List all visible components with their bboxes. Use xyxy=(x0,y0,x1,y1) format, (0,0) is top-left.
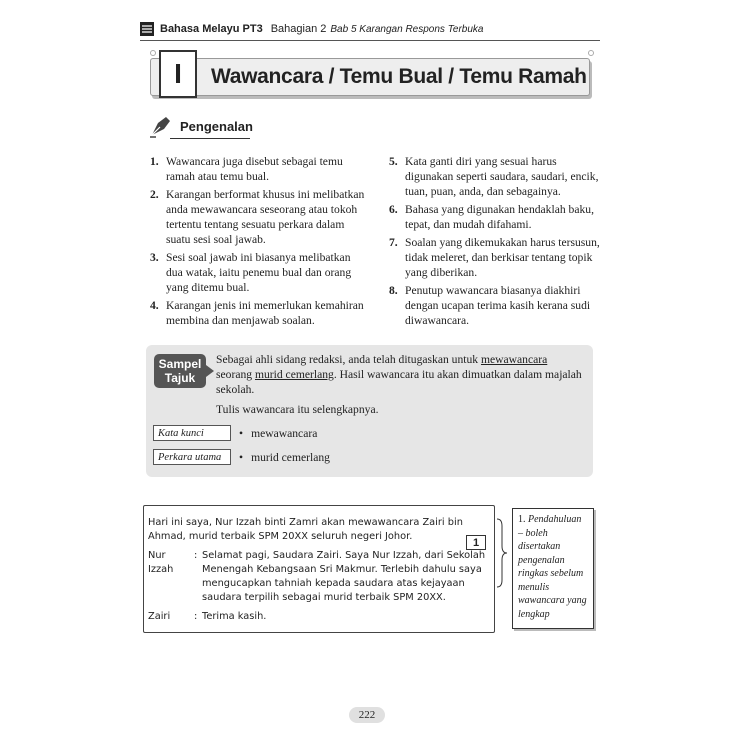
interview-text xyxy=(148,516,492,629)
list-item: 4. Karangan jenis ini memerlukan kemahiran membina dan menjawab soalan. xyxy=(150,299,364,327)
list-item: 7. Soalan yang dikemukakan harus tersusun, tidak meleret, dan berkisar tentang topik yang diberikan. xyxy=(389,236,600,279)
keyword-row xyxy=(153,425,317,441)
intro-list-right xyxy=(389,154,604,331)
list-item: 5. Kata ganti diri yang sesuai harus digunakan seperti saudara, saudari, encik, tuan, puan, anda, dan sebagainya. xyxy=(389,155,599,198)
keyword-label: Kata kunci xyxy=(153,425,231,441)
note-number: 1. xyxy=(518,514,526,525)
dialogue-row: Nur Izzah : Selamat pagi, Saudara Zairi. Saya Nur Izzah, dari Sekolah Menengah Kebangsaan Sri Makmur. Terlebih dahulu saya mengucapkan tahniah kepada saudara atas kejayaan saudara terpilih sebagai murid terbaik SPM 20XX. xyxy=(148,549,492,605)
section-underline xyxy=(170,138,250,139)
bullet: • xyxy=(239,426,244,440)
speaker-line: Selamat pagi, Saudara Zairi. Saya Nur Izzah, dari Sekolah Menengah Kebangsaan Sri Makmur. Terlebih dahulu saya mengucapkan tahniah kepada saudara atas kejayaan saudara terpilih sebagai murid terbaik SPM 20XX. xyxy=(202,550,486,603)
running-header xyxy=(140,18,600,40)
main-matter-value: murid cemerlang xyxy=(251,450,330,464)
section-heading xyxy=(148,113,253,139)
speaker-line: Terima kasih. xyxy=(202,611,267,622)
chapter-title-banner xyxy=(150,58,590,96)
sample-question: Sebagai ahli sidang redaksi, anda telah ditugaskan untuk mewawancara seorang murid cemerlang. Hasil wawancara itu akan dimuatkan dalam majalah sekolah. xyxy=(216,353,582,396)
speaker-name: Nur Izzah xyxy=(148,550,174,575)
pin-icon xyxy=(150,50,156,56)
list-item: 1. Wawancara juga disebut sebagai temu ramah atau temu bual. xyxy=(150,155,343,183)
pin-icon xyxy=(588,50,594,56)
bullet: • xyxy=(239,450,244,464)
list-item: 6. Bahasa yang digunakan hendaklah baku, tepat, dan mudah difahami. xyxy=(389,203,594,231)
book-title: Bahasa Melayu PT3 xyxy=(160,23,263,35)
list-item: 8. Penutup wawancara biasanya diakhiri dengan ucapan terima kasih kerana sudi diwawancara. xyxy=(389,284,591,327)
page-title: Wawancara / Temu Bual / Temu Ramah xyxy=(211,65,587,88)
part-label: Bahagian 2 xyxy=(270,23,327,35)
sample-tag: Sampel Tajuk xyxy=(154,354,206,388)
main-matter-row xyxy=(153,449,330,465)
sample-instruction: Tulis wawancara itu selengkapnya. xyxy=(216,403,379,416)
fountain-pen-icon xyxy=(148,113,174,139)
list-item: 3. Sesi soal jawab ini biasanya melibatkan dua watak, iaitu penemu bual dan orang yang ditemu bual. xyxy=(150,251,352,294)
chapter-label: Bab 5 Karangan Respons Terbuka xyxy=(330,23,484,35)
main-matter-label: Perkara utama xyxy=(153,449,231,465)
keyword-value: mewawancara xyxy=(251,426,318,440)
header-divider xyxy=(140,40,600,41)
note-text: Pendahuluan – boleh disertakan pengenalan ringkas sebelum menulis wawancara yang lengkap xyxy=(518,514,587,620)
dialogue-row: Zairi : Terima kasih. xyxy=(148,610,492,624)
book-logo-icon xyxy=(140,22,154,36)
margin-note xyxy=(512,508,594,629)
speaker-name: Zairi xyxy=(148,611,171,622)
intro-list-left xyxy=(150,154,365,331)
paragraph-marker: 1 xyxy=(466,535,486,550)
page-number: 222 xyxy=(349,707,385,723)
sample-title-box xyxy=(146,345,593,477)
interview-intro: Hari ini saya, Nur Izzah binti Zamri akan mewawancara Zairi bin Ahmad, murid terbaik SPM 20XX seluruh negeri Johor. xyxy=(148,517,463,542)
curly-brace-icon xyxy=(496,518,508,588)
title-number: I xyxy=(159,50,197,98)
section-title: Pengenalan xyxy=(180,118,253,134)
list-item: 2. Karangan berformat khusus ini melibatkan anda mewawancara seseorang atau tokoh tertentu tentang sesuatu perkara dalam suatu sesi soal jawab. xyxy=(150,188,365,246)
